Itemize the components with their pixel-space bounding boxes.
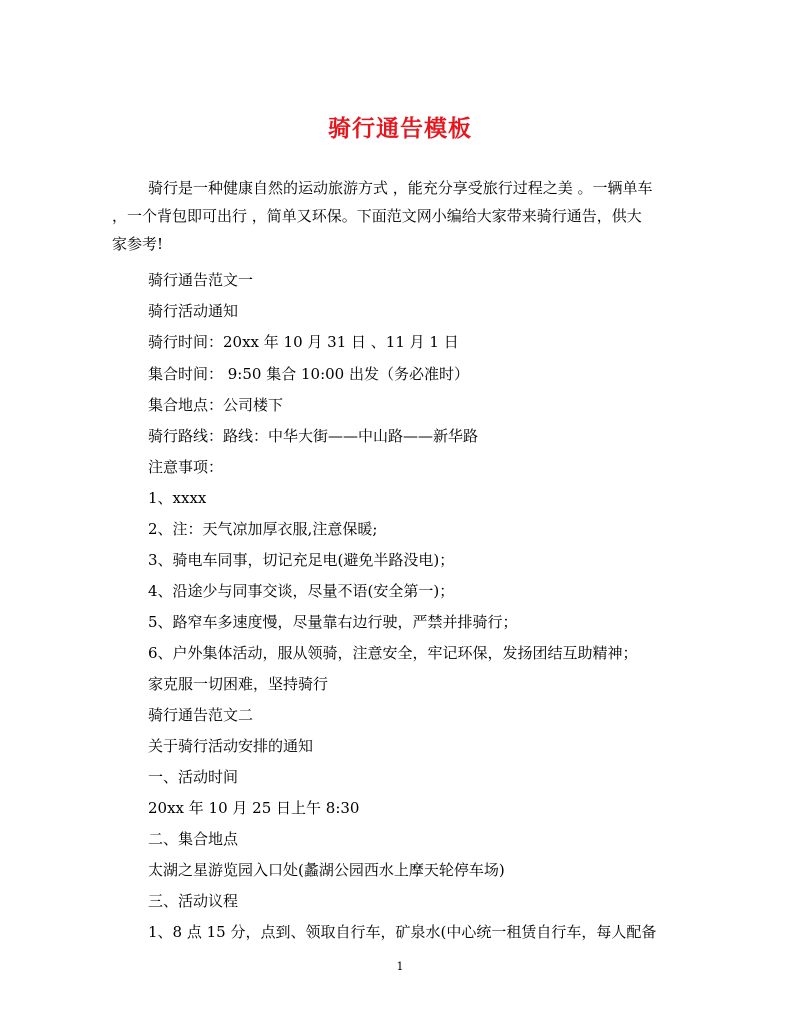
paragraph: 骑行活动通知 <box>148 302 239 320</box>
paragraph: 骑行通告范文一 <box>148 271 254 289</box>
intro-line: 家参考! <box>112 235 164 253</box>
intro-line: ，一个背包即可出行 ，简单又环保。下面范文网小编给大家带来骑行通告，供大 <box>112 207 642 225</box>
paragraph: 骑行时间：20xx 年 10 月 31 日 、11 月 1 日 <box>148 333 459 351</box>
paragraph: 1、xxxx <box>148 489 207 507</box>
paragraph: 家克服一切困难，坚持骑行 <box>148 675 329 693</box>
paragraph: 1、8 点 15 分，点到、领取自行车，矿泉水(中心统一租赁自行车，每人配备 <box>148 923 657 941</box>
paragraph: 一、活动时间 <box>148 768 239 786</box>
intro-line: 骑行是一种健康自然的运动旅游方式 ，能充分享受旅行过程之美 。一辆单车 <box>148 179 653 197</box>
page-number: 1 <box>396 960 404 973</box>
paragraph: 三、活动议程 <box>148 892 239 910</box>
paragraph: 骑行路线：路线：中华大街——中山路——新华路 <box>148 427 479 445</box>
paragraph: 20xx 年 10 月 25 日上午 8:30 <box>148 799 360 817</box>
paragraph: 5、路窄车多速度慢，尽量靠右边行驶，严禁并排骑行； <box>148 613 518 631</box>
paragraph: 4、沿途少与同事交谈，尽量不语(安全第一)； <box>148 582 455 600</box>
paragraph: 关于骑行活动安排的通知 <box>148 737 314 755</box>
paragraph: 2、注：天气凉加厚衣服,注意保暖; <box>148 520 378 538</box>
paragraph: 骑行通告范文二 <box>148 706 254 724</box>
paragraph: 6、户外集体活动，服从领骑，注意安全，牢记环保，发扬团结互助精神； <box>148 644 638 662</box>
paragraph: 集合时间： 9:50 集合 10:00 出发（务必准时） <box>148 365 469 383</box>
paragraph: 太湖之星游览园入口处(蠡湖公园西水上摩天轮停车场) <box>148 861 505 879</box>
paragraph: 注意事项： <box>148 458 224 476</box>
paragraph: 3、骑电车同事，切记充足电(避免半路没电)； <box>148 551 455 569</box>
paragraph: 集合地点：公司楼下 <box>148 396 284 414</box>
paragraph: 二、集合地点 <box>148 830 239 848</box>
document-title: 骑行通告模板 <box>328 115 472 142</box>
